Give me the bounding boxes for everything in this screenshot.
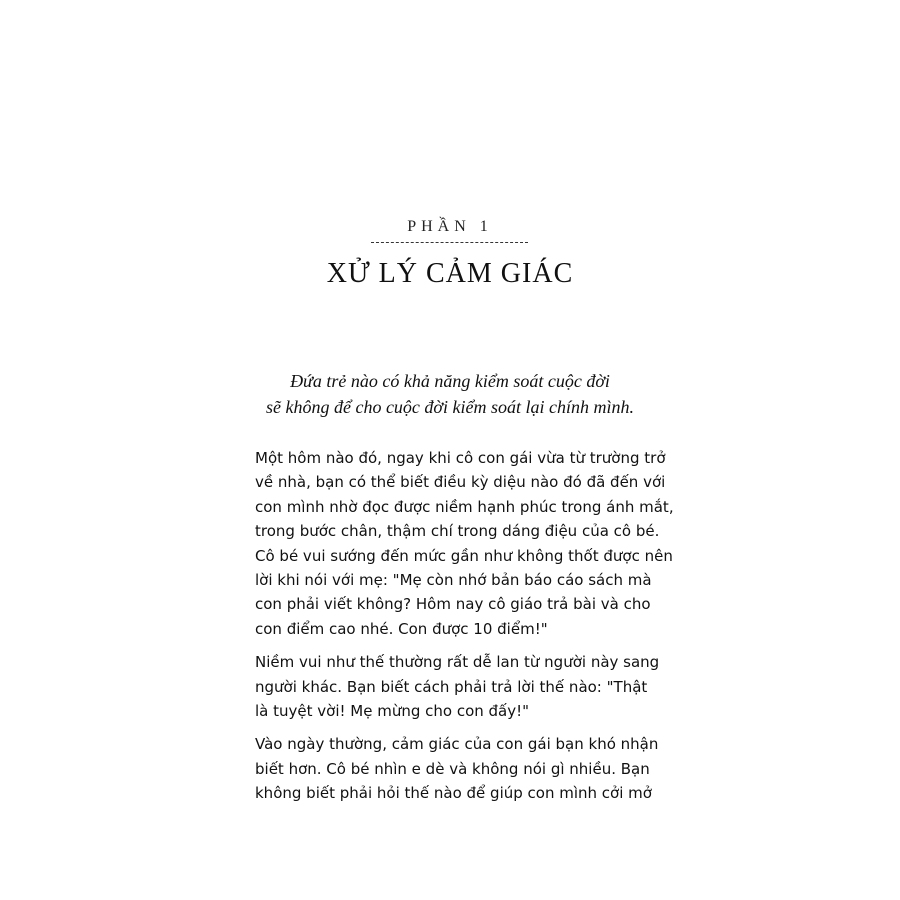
text-line: Vào ngày thường, cảm giác của con gái bạn khó nhận xyxy=(255,735,659,754)
part-divider xyxy=(371,242,528,243)
body-text xyxy=(255,446,674,815)
text-line: con mình nhờ đọc được niềm hạnh phúc trong ánh mắt, xyxy=(255,497,674,516)
epigraph-line: Đứa trẻ nào có khả năng kiểm soát cuộc đời xyxy=(290,371,610,391)
text-line: con điểm cao nhé. Con được 10 điểm!" xyxy=(255,619,548,638)
paragraph-2 xyxy=(255,650,660,723)
text-line: về nhà, bạn có thể biết điều kỳ diệu nào đó đã đến với xyxy=(255,473,666,492)
chapter-title: XỬ LÝ CẢM GIÁC xyxy=(326,258,574,289)
text-line: người khác. Bạn biết cách phải trả lời thế nào: "Thật xyxy=(255,677,648,696)
paragraph-1 xyxy=(255,446,674,641)
text-line: con phải viết không? Hôm nay cô giáo trả bài và cho xyxy=(255,595,651,614)
text-line: Một hôm nào đó, ngay khi cô con gái vừa từ trường trở xyxy=(255,449,666,467)
text-line: là tuyệt vời! Mẹ mừng cho con đấy!" xyxy=(255,702,530,721)
text-line: lời khi nói với mẹ: "Mẹ còn nhớ bản báo cáo sách mà xyxy=(255,571,652,590)
paragraph-3 xyxy=(255,732,659,805)
text-line: Niềm vui như thế thường rất dễ lan từ người này sang xyxy=(255,653,660,672)
part-label: PHẦN 1 xyxy=(407,218,493,235)
text-line: Cô bé vui sướng đến mức gần như không thốt được nên xyxy=(255,546,673,565)
epigraph xyxy=(200,368,700,420)
text-line: biết hơn. Cô bé nhìn e dè và không nói gì nhiều. Bạn xyxy=(255,759,650,778)
text-line: trong bước chân, thậm chí trong dáng điệu của cô bé. xyxy=(255,522,660,541)
epigraph-line: sẽ không để cho cuộc đời kiểm soát lại chính mình. xyxy=(265,397,635,417)
text-line: không biết phải hỏi thế nào để giúp con mình cởi mở xyxy=(255,784,652,803)
